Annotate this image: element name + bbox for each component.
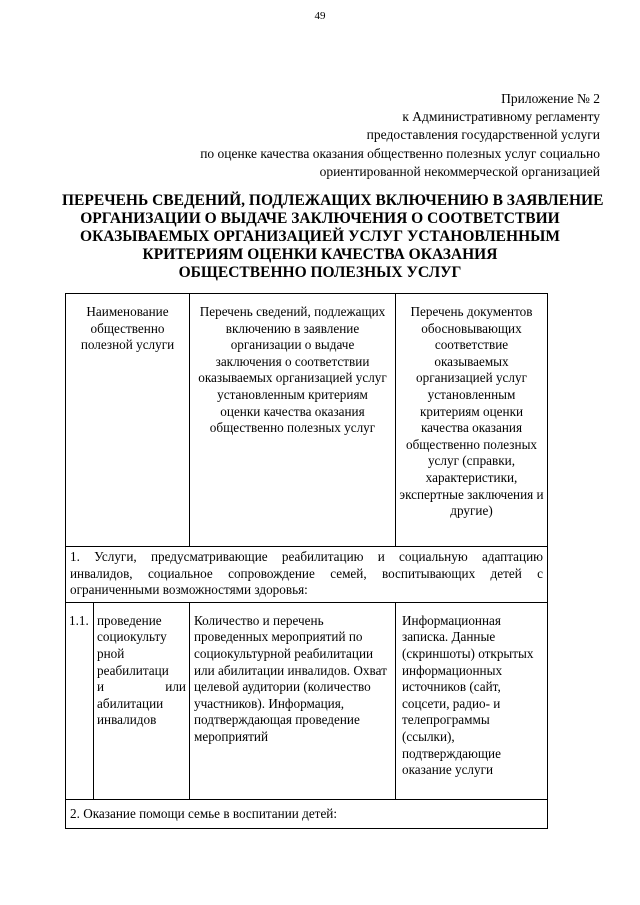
title-line: ОКАЗЫВАЕМЫХ ОРГАНИЗАЦИЕЙ УСЛУГ УСТАНОВЛЕННЫМ	[80, 228, 560, 245]
row-1-info: Количество и перечень проведенных мероприятий по социокультурной реабилитации или абилитации инвалидов. Охват целевой аудитории (количество участников). Информация, подтверждающая проведение мероприятий	[190, 602, 396, 799]
row-1-docs: Информационная записка. Данные (скриншоты) открытых информационных источников (сайт, соцсети, радио- и телепрограммы (ссылки), подтверждающие оказание услуги	[396, 602, 548, 799]
title-line: ПЕРЕЧЕНЬ СВЕДЕНИЙ, ПОДЛЕЖАЩИХ ВКЛЮЧЕНИЮ В ЗАЯВЛЕНИЕ	[62, 192, 604, 209]
section-1-heading: 1. Услуги, предусматривающие реабилитацию и социальную адаптацию инвалидов, социальное сопровождение семей, воспитывающих детей с ограниченными возможностями здоровья:	[66, 547, 548, 603]
title-line: КРИТЕРИЯМ ОЦЕНКИ КАЧЕСТВА ОКАЗАНИЯ	[142, 246, 498, 263]
appendix-line: Приложение № 2	[501, 91, 600, 106]
header-service-name: Наименование общественно полезной услуги	[66, 294, 190, 547]
appendix-line: ориентированной некоммерческой организацией	[319, 163, 600, 179]
service-name-part: абилитации инвалидов	[97, 695, 164, 728]
table-section-row	[66, 799, 548, 829]
page-number: 49	[314, 10, 326, 22]
title-line: ОБЩЕСТВЕННО ПОЛЕЗНЫХ УСЛУГ	[178, 264, 462, 281]
table-row	[66, 602, 548, 799]
table-header-row	[66, 294, 548, 547]
section-2-heading: 2. Оказание помощи семье в воспитании детей:	[66, 799, 548, 829]
services-table	[65, 293, 548, 829]
service-name	[93, 603, 189, 799]
header-info-list: Перечень сведений, подлежащих включению в заявление организации о выдаче заключения о соответствии оказываемых организацией услуг установленным критериям оценки качества оказания общественно полезных услуг	[190, 294, 396, 547]
appendix-note	[200, 90, 600, 181]
table-section-row	[66, 547, 548, 603]
title-line: ОРГАНИЗАЦИИ О ВЫДАЧЕ ЗАКЛЮЧЕНИЯ О СООТВЕТСТВИИ	[80, 210, 560, 227]
appendix-line: к Административному регламенту	[402, 109, 600, 125]
appendix-line: по оценке качества оказания общественно полезных услуг социально	[200, 145, 600, 161]
appendix-line: предоставления государственной услуги	[366, 127, 600, 143]
service-name-part: и или	[97, 679, 186, 695]
document-title	[62, 192, 604, 282]
row-number: 1.1.	[69, 612, 89, 628]
row-1-service-cell	[66, 602, 190, 799]
service-name-part: проведение социокульту рной реабилитаци	[97, 612, 169, 678]
header-docs-list: Перечень документов обосновывающих соответствие оказываемых организацией услуг установленным критериям оценки качества оказания общественно полезных услуг (справки, характеристики, экспертные заключения и другие)	[396, 294, 548, 547]
